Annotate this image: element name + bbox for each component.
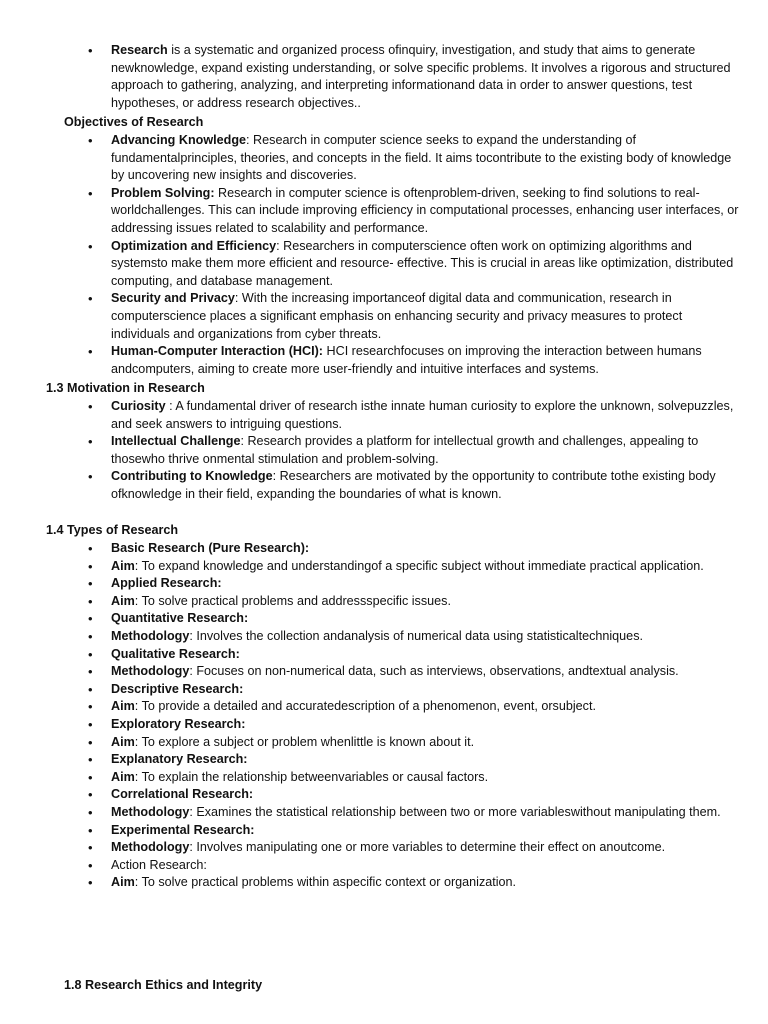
list-item — [111, 575, 741, 593]
item-text: : Involves the collection andanalysis of numerical data using statisticaltechniques. — [189, 628, 643, 643]
list-item — [111, 646, 741, 664]
list-item — [111, 839, 741, 857]
item-lead: Advancing Knowledge — [111, 133, 247, 147]
item-lead: Basic Research (Pure Research): — [111, 541, 310, 555]
item-lead: Aim — [111, 558, 135, 573]
item-lead: Security and Privacy — [111, 291, 235, 306]
list-item — [111, 185, 739, 238]
list-item — [111, 610, 741, 628]
item-text: : Focuses on non-numerical data, such as interviews, observations, andtextual analysis. — [189, 664, 679, 679]
objectives-heading: Objectives of Research — [64, 115, 204, 129]
item-lead: Correlational Research: — [111, 787, 254, 802]
item-lead: Aim — [111, 734, 135, 749]
item-lead: Methodology — [111, 804, 190, 819]
list-item — [111, 857, 741, 875]
list-item — [111, 769, 741, 787]
item-text: : Research provides a platform for intellectual growth and challenges, appealing to thosewho thrive onmental stimulation and problem-solving. — [111, 434, 699, 466]
item-text: : Researchers are motivated by the opportunity to contribute tothe existing body ofknowledge in their field, expanding the boundaries of what is known. — [111, 469, 716, 501]
item-text: HCI researchfocuses on improving the interaction between humans andcomputers, aiming to create more user-friendly and intuitive interfaces and systems. — [111, 344, 702, 376]
item-text: : A fundamental driver of research isthe innate human curiosity to explore the unknown, solvepuzzles, and seek answers to intriguing questions. — [111, 399, 734, 431]
item-text: : With the increasing importanceof digital data and communication, research in computerscience places a significant emphasis on enhancing security and privacy measures to protect individuals and organizations from cyber threats. — [111, 291, 683, 341]
item-text: : To solve practical problems within aspecific context or organization. — [134, 875, 517, 890]
list-item — [111, 628, 741, 646]
item-lead: Methodology — [111, 664, 190, 679]
list-item — [111, 751, 741, 769]
item-lead: Methodology — [111, 628, 190, 643]
intro-list — [111, 42, 736, 112]
list-item — [111, 343, 739, 378]
item-lead: Curiosity — [111, 399, 166, 413]
list-item — [111, 822, 741, 840]
ethics-heading: 1.8 Research Ethics and Integrity — [64, 978, 263, 992]
list-item — [111, 716, 741, 734]
item-text: : To solve practical problems and addressspecific issues. — [134, 593, 451, 608]
intro-text: is a systematic and organized process ofinquiry, investigation, and study that aims to generate newknowledge, expand existing understanding, or solve specific problems. It involves a rigorous and structured approach to gathering, analyzing, and interpreting informationand data in order to answer questions, test hypotheses, or address research objectives.. — [111, 43, 731, 110]
item-lead: Human-Computer Interaction (HCI): — [111, 344, 323, 359]
objectives-list — [111, 132, 739, 378]
item-lead: Exploratory Research: — [111, 716, 246, 731]
item-text: : Researchers in computerscience often work on optimizing algorithms and systemsto make them more efficient and resource- effective. This is crucial in areas like optimization, distributed computing, and database management. — [111, 238, 734, 288]
list-item — [111, 540, 741, 558]
intro-lead: Research — [111, 43, 168, 57]
item-text: Action Research: — [111, 857, 207, 872]
item-lead: Quantitative Research: — [111, 611, 249, 626]
item-lead: Intellectual Challenge — [111, 434, 241, 449]
item-lead: Problem Solving: — [111, 185, 215, 200]
item-lead: Aim — [111, 769, 135, 784]
types-heading: 1.4 Types of Research — [46, 523, 179, 537]
list-item — [111, 663, 741, 681]
intro-item — [111, 42, 736, 112]
item-lead: Experimental Research: — [111, 822, 255, 837]
item-text: : To expand knowledge and understandingof a specific subject without immediate practical application. — [134, 558, 704, 573]
list-item — [111, 786, 741, 804]
item-lead: Aim — [111, 593, 135, 608]
item-lead: Aim — [111, 875, 135, 890]
list-item — [111, 290, 739, 343]
list-item — [111, 698, 741, 716]
motivation-heading: 1.3 Motivation in Research — [46, 381, 205, 395]
list-item — [111, 132, 739, 185]
item-text: : To explore a subject or problem whenlittle is known about it. — [134, 734, 475, 749]
item-lead: Applied Research: — [111, 576, 222, 591]
item-lead: Methodology — [111, 840, 190, 855]
motivation-list — [111, 398, 736, 504]
item-text: : To provide a detailed and accuratedescription of a phenomenon, event, orsubject. — [134, 699, 596, 714]
item-text: : Involves manipulating one or more variables to determine their effect on anoutcome. — [189, 840, 666, 855]
list-item — [111, 433, 736, 468]
item-lead: Explanatory Research: — [111, 752, 248, 767]
item-lead: Qualitative Research: — [111, 646, 240, 661]
list-item — [111, 558, 741, 576]
list-item — [111, 804, 741, 822]
item-lead: Contributing to Knowledge — [111, 469, 273, 484]
list-item — [111, 468, 736, 503]
list-item — [111, 593, 741, 611]
item-text: Research in computer science is oftenproblem-driven, seeking to find solutions to real-worldchallenges. This can include improving efficiency in computational processes, enhancing user interfaces, or addressing issues related to scalability and performance. — [111, 185, 739, 235]
item-text: : To explain the relationship betweenvariables or causal factors. — [134, 769, 489, 784]
types-list — [111, 540, 741, 892]
list-item — [111, 398, 736, 433]
list-item — [111, 238, 739, 291]
item-lead: Aim — [111, 699, 135, 714]
item-text: : Examines the statistical relationship between two or more variableswithout manipulating them. — [189, 804, 721, 819]
list-item — [111, 874, 741, 892]
list-item — [111, 681, 741, 699]
item-text: : Research in computer science seeks to expand the understanding of fundamentalprinciples, theories, and concepts in the field. It aims tocontribute to the existing body of knowledge by uncovering new insights and discoveries. — [111, 133, 732, 183]
item-lead: Descriptive Research: — [111, 681, 244, 696]
item-lead: Optimization and Efficiency — [111, 238, 277, 253]
list-item — [111, 734, 741, 752]
